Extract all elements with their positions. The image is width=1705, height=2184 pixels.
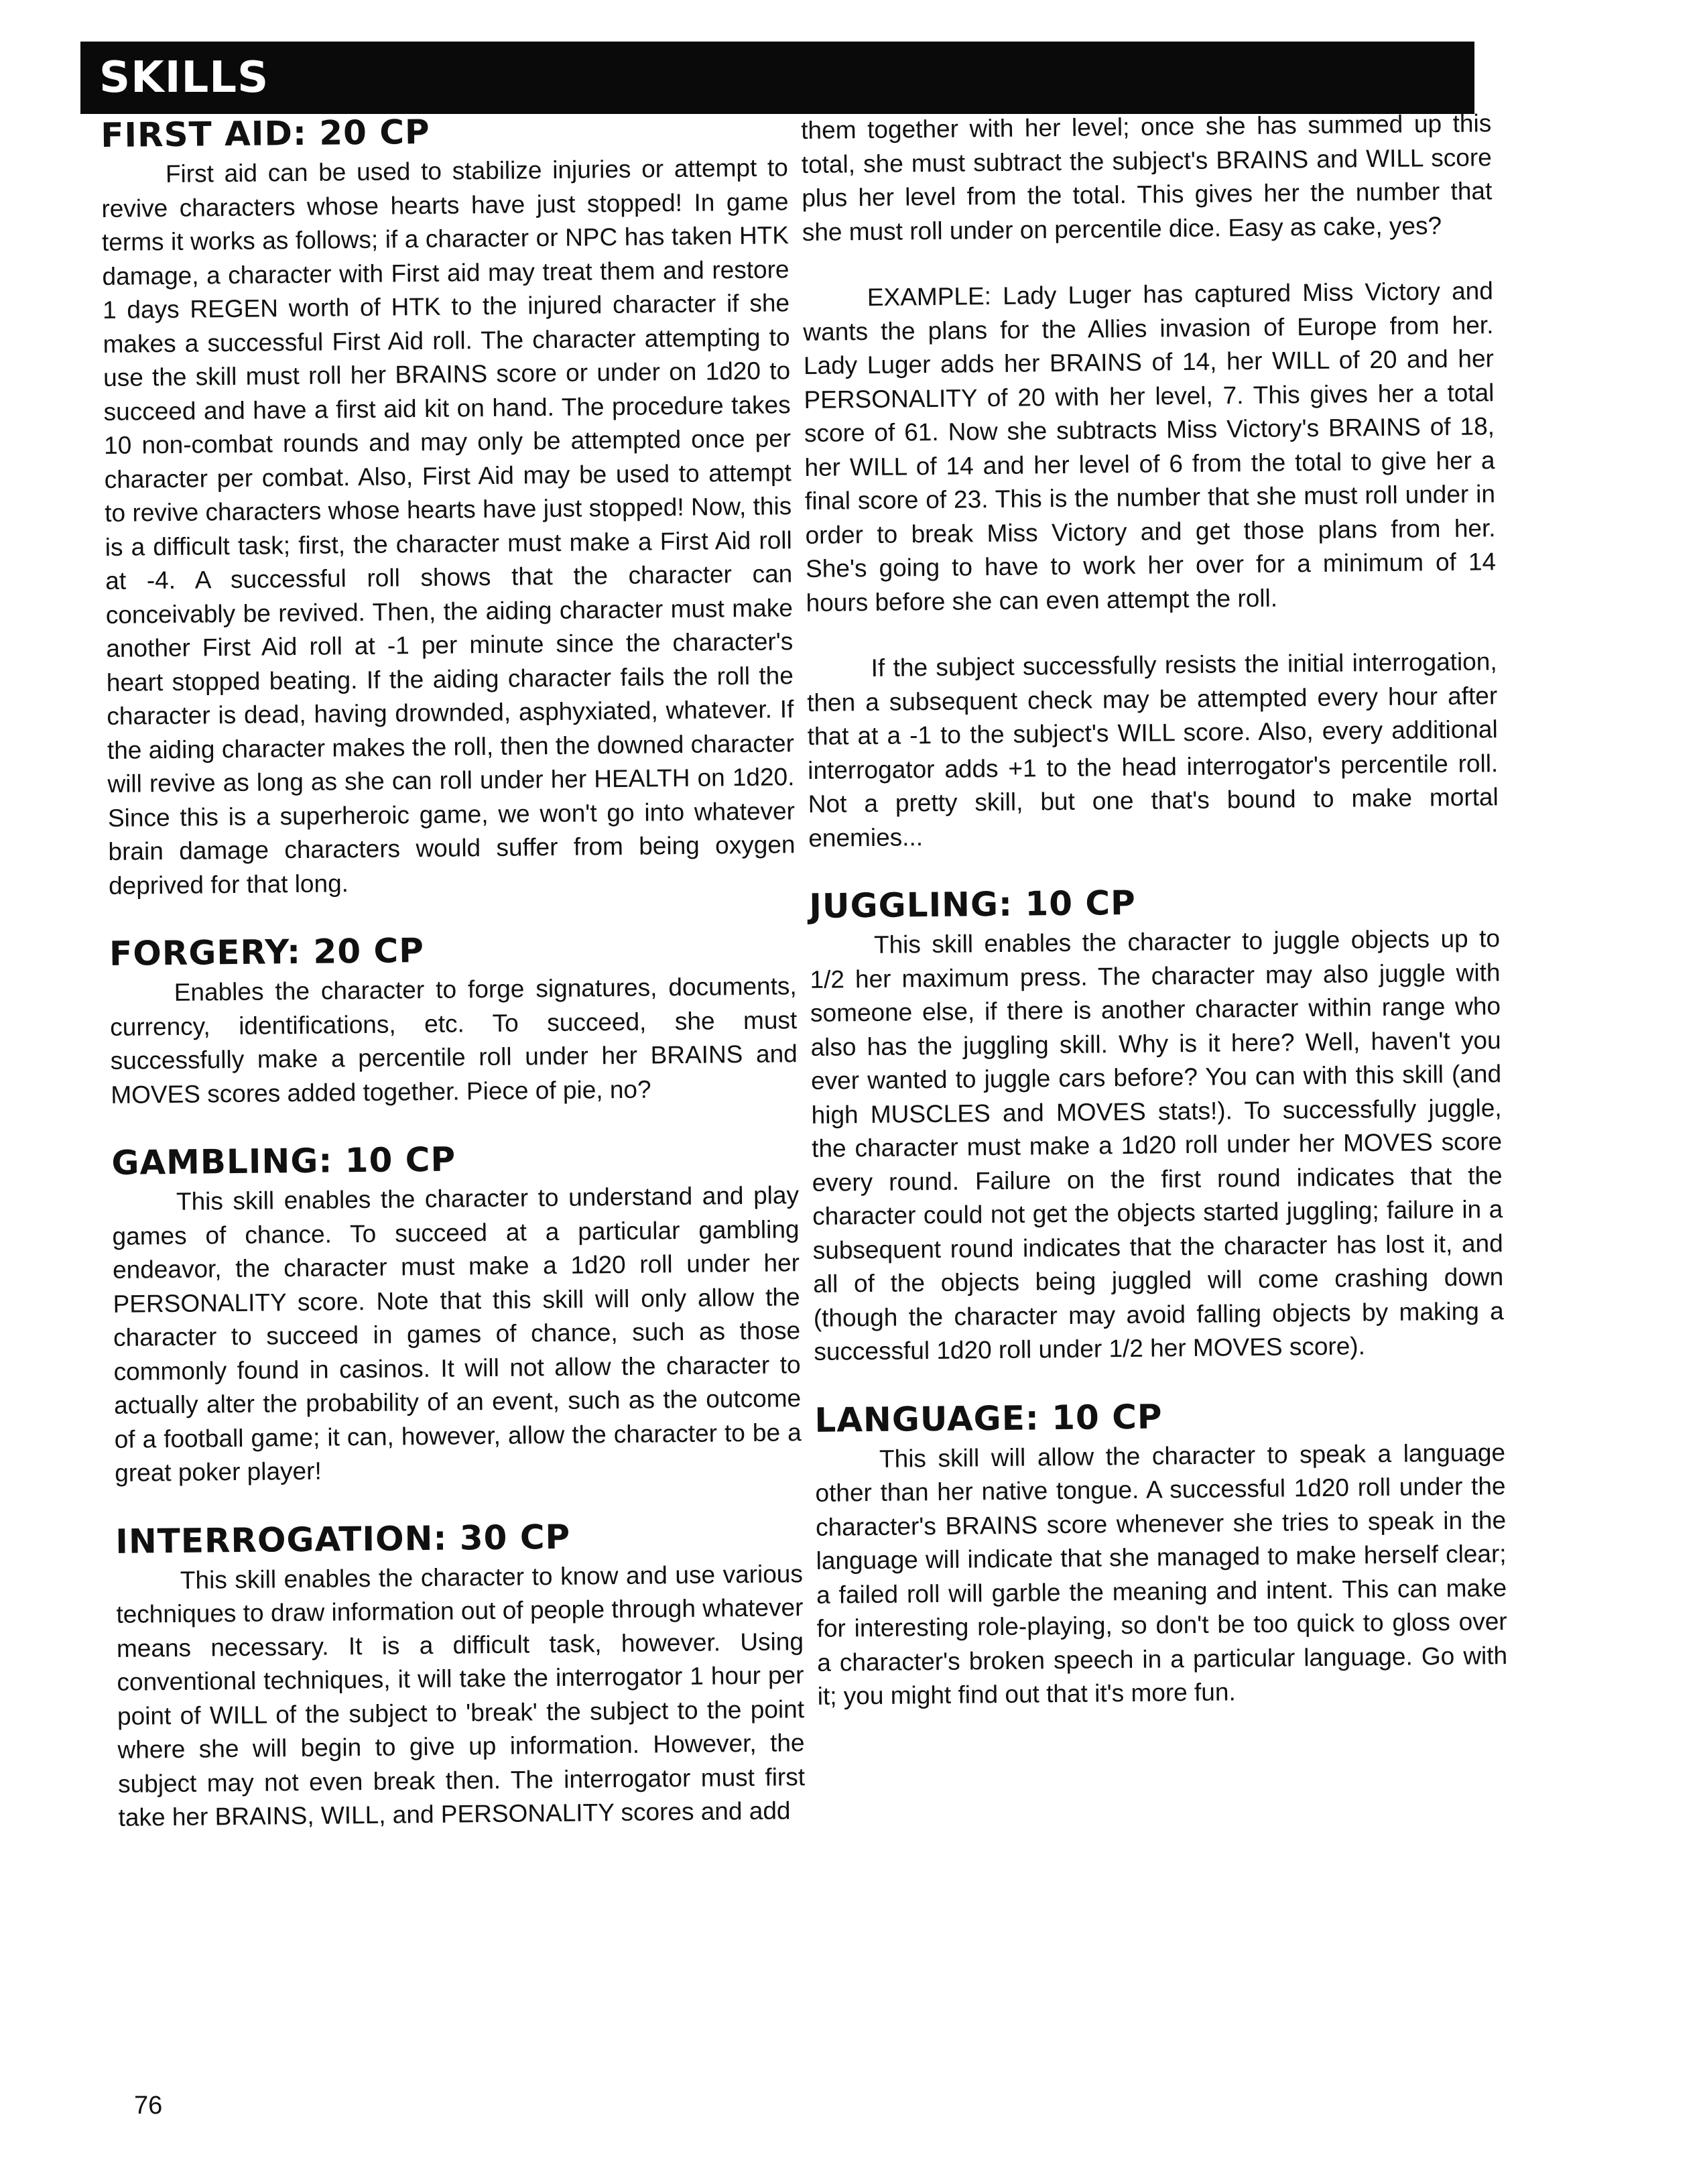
gambling-section: [111, 1134, 802, 1490]
page-number: 76: [134, 2091, 163, 2120]
interrogation-heading: INTERROGATION: 30 CP: [115, 1517, 571, 1561]
first-aid-heading: FIRST AID: 20 CP: [101, 112, 430, 155]
juggling-heading: JUGGLING: 10 CP: [809, 883, 1137, 926]
gambling-text: This skill enables the character to understand and play games of chance. To succeed at a particular gambling endeavor, the character must make a 1d20 roll under her PERSONALITY score. Note that this skill will only allow the character to succeed in games of chance, such as those commonly found in casinos. It will not allow the character to actually alter the probability of an event, such as the outcome of a football game; it can, however, allow the character to be a great poker player!: [112, 1181, 802, 1487]
forgery-section: [109, 925, 798, 1112]
interrogation-cont-text-3: If the subject successfully resists the initial interrogation, then a subsequent check may be attempted every hour after that at a -1 to the subject's WILL score. Also, every additional interrogator adds +1 to the head interrogator's percentile roll. Not a pretty skill, but one that's bound to make mortal enemies...: [806, 648, 1499, 852]
first-aid-text: First aid can be used to stabilize injuries or attempt to revive characters whose hearts have just stopped! In game terms it works as follows; if a character or NPC has taken HTK damage, a character with First aid may treat them and restore 1 days REGEN worth of HTK to the injured character if she makes a successful First Aid roll. The character attempting to use the skill must roll her BRAINS score or under on 1d20 to succeed and have a first aid kit on hand. The procedure takes 10 non-combat rounds and may only be attempted once per character per combat. Also, First Aid may be used to attempt to revive characters whose hearts have just stopped! Now, this is a difficult task; first, the character must make a First Aid roll at -4. A successful roll shows that the character can conceivably be revived. Then, the aiding character must make another First Aid roll at -1 per minute since the character's heart stopped beating. If the aiding character fails the roll the character is dead, having drownded, asphyxiated, whatever. If the aiding character makes the roll, then the downed character will revive as long as she can roll under her HEALTH on 1d20. Since this is a superheroic game, we won't go into whatever brain damage characters would suffer from being oxygen deprived for that long.: [101, 154, 796, 900]
section-banner: [80, 42, 1474, 114]
language-text: This skill will allow the character to speak a language other than her native tongue. A successful 1d20 roll under the character's BRAINS score whenever she tries to speak in the language will indicate that she managed to make herself clear; a failed roll will garble the meaning and intent. This can make for interesting role-playing, so don't be too quick to gloss over a character's broken speech in a particular language. Go with it; you might find out that it's more fun.: [815, 1438, 1508, 1710]
right-column: [801, 107, 1508, 1743]
interrogation-continued: [801, 107, 1499, 855]
first-aid-section: [101, 107, 796, 903]
interrogation-text: This skill enables the character to know and use various techniques to draw information out of people through whatever means necessary. It is a difficult task, however. Using conventional techniques, it will take the interrogator 1 hour per point of WILL of the subject to 'break' the subject to the point where she will begin to give up information. However, the subject may not even break then. The interrogator must first take her BRAINS, WILL, and PERSONALITY scores and add: [116, 1559, 806, 1831]
juggling-text: This skill enables the character to juggle objects up to 1/2 her maximum press. The character may also juggle with someone else, if there is another character within range who also has the juggling skill. Why is it here? Well, haven't you ever wanted to juggle cars before? You can with this skill (and high MUSCLES and MOVES stats!). To successfully juggle, the character must make a 1d20 roll under her MOVES score every round. Failure on the first round indicates that the character could not get the objects started juggling; failure in a subsequent round indicates that the character has lost it, and all of the objects being juggled will come crashing down (though the character may avoid falling objects by making a successful 1d20 roll under 1/2 her MOVES score).: [810, 924, 1504, 1366]
interrogation-example-text: EXAMPLE: Lady Luger has captured Miss Victory and wants the plans for the Allies invasion of Europe from her. Lady Luger adds her BRAINS of 14, her WILL of 20 and her PERSONALITY of 20 with her level, 7. This gives her a total score of 61. Now she subtracts Miss Victory's BRAINS of 18, her WILL of 14 and her level of 6 from the total to give her a final score of 23. This is the number that she must roll under in order to break Miss Victory and get those plans from her. She's going to have to work her over for a minimum of 14 hours before she can even attempt the roll.: [803, 277, 1497, 617]
interrogation-cont-text-1: them together with her level; once she has summed up this total, she must subtract the subject's BRAINS and WILL score plus her level from the total. This gives her the number that she must roll under on percentile dice. Easy as cake, yes?: [801, 109, 1493, 246]
gambling-heading: GAMBLING: 10 CP: [111, 1140, 456, 1182]
language-heading: LANGUAGE: 10 CP: [814, 1396, 1163, 1440]
interrogation-section: [115, 1513, 806, 1835]
forgery-text: Enables the character to forge signatures, documents, currency, identifications, etc. To succeed, she must successfully make a percentile roll under her BRAINS and MOVES scores added together. Piece of pie, no?: [110, 972, 798, 1109]
forgery-heading: FORGERY: 20 CP: [109, 931, 425, 973]
language-section: [814, 1392, 1508, 1714]
left-column: [101, 107, 806, 1864]
juggling-section: [809, 877, 1505, 1369]
banner-title: SKILLS: [99, 53, 269, 103]
